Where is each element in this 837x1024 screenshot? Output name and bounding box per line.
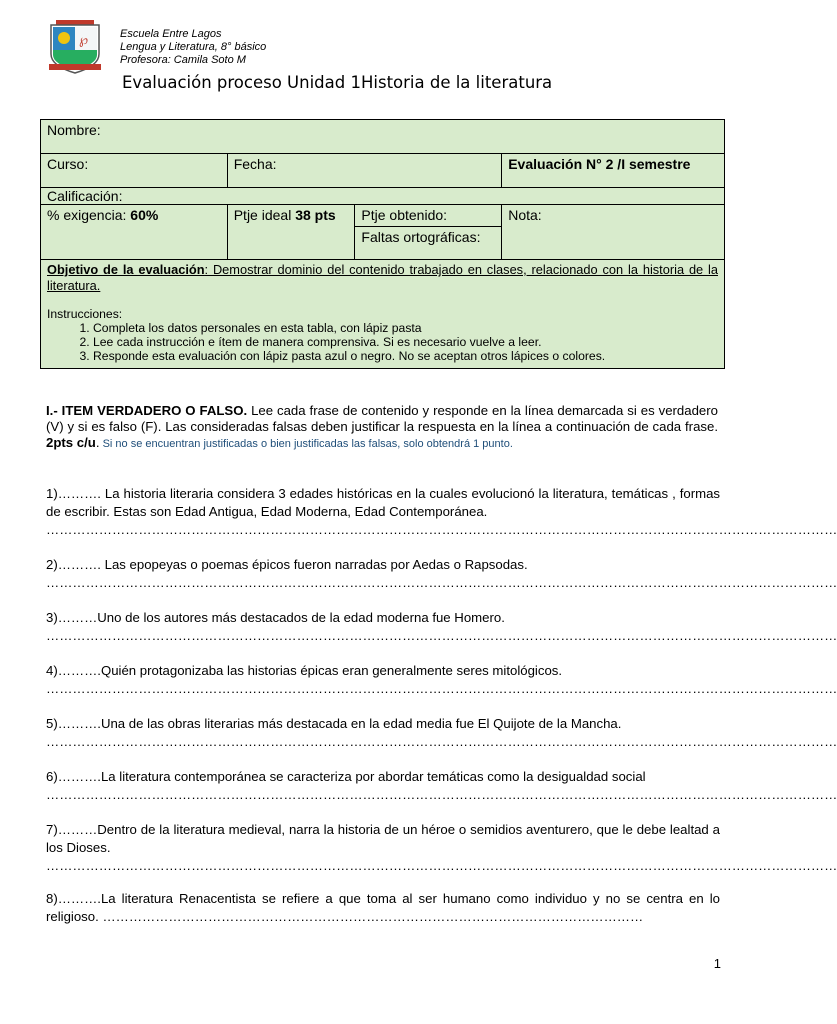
curso-field[interactable]: Curso: <box>41 154 228 188</box>
question-6: 6)……….La literatura contemporánea se caracteriza por abordar temáticas como la desigualdad social ……………………………………………………………………………………………………………………………………………………………… <box>46 769 837 802</box>
scoring-note: Si no se encuentran justificadas o bien justificadas las falsas, solo obtendrá 1 punto. <box>99 438 513 450</box>
question-8: 8)……….La literatura Renacentista se refiere a que toma al ser humano como individuo y no se centra en lo religioso. …………………………………………………………………………………………………………… <box>46 891 720 924</box>
calificacion-field[interactable]: Calificación: <box>41 188 725 205</box>
objective-block <box>41 260 725 369</box>
objective-text: : Demostrar dominio del contenido trabajado en clases, relacionado con la historia de la literatura. <box>47 262 718 293</box>
answer-line[interactable]: ……………………………………………………………………………………………………………………………………………………………… <box>46 628 837 643</box>
question-3: 3)………Uno de los autores más destacados de la edad moderna fue Homero. ……………………………………………………………………………………………………………………………………………………………… <box>46 610 837 643</box>
ptje-ideal-cell: Ptje ideal 38 pts <box>227 205 355 260</box>
page-title: Evaluación proceso Unidad 1Historia de la literatura <box>122 73 553 92</box>
question-7: 7)………Dentro de la literatura medieval, narra la historia de un héroe o semidios aventurero, que le debe lealtad a los Dioses. ……………………………………………………………………………………………………………………………………………………………… <box>46 822 837 873</box>
question-4: 4)……….Quién protagonizaba las historias épicas eran generalmente seres mitológicos. ……………………………………………………………………………………………………………………………………………………………… <box>46 663 837 696</box>
faltas-field[interactable]: Faltas ortográficas: <box>355 227 502 260</box>
question-1: 1)………. La historia literaria considera 3 edades históricas en la cuales evolucionó la literatura, temáticas , formas de escribir. Estas son Edad Antigua, Edad Moderna, Edad Contemporánea. ……………………………………………………………………………………………………………………………………………………………… <box>46 486 837 537</box>
instruction-item: 2. Lee cada instrucción e ítem de manera comprensiva. Si es necesario vuelve a leer. <box>93 335 718 349</box>
section-true-false-instructions: I.- ITEM VERDADERO O FALSO. Lee cada frase de contenido y responde en la línea demarcada si es verdadero (V) y si es falso (F). Las consideradas falsas deben justificar la respuesta en la línea a continuación de cada frase. 2pts c/u. Si no se encuentran justificadas o bien justificadas las falsas, solo obtendrá 1 punto. <box>46 403 718 450</box>
subject-line: Lengua y Literatura, 8° básico <box>120 41 267 53</box>
nota-field[interactable]: Nota: <box>502 205 725 260</box>
page-number: 1 <box>713 956 721 971</box>
answer-line[interactable]: ……………………………………………………………………………………………………………………………………………………………… <box>46 858 837 873</box>
teacher-line: Profesora: Camila Soto M <box>120 54 246 66</box>
instruction-item: 3. Responde esta evaluación con lápiz pasta azul o negro. No se aceptan otros lápices o colores. <box>93 349 718 363</box>
answer-line[interactable]: ……………………………………………………………………………………………………………………………………………………………… <box>46 787 837 802</box>
section-heading: I.- ITEM VERDADERO O FALSO. <box>46 403 248 418</box>
svg-text:℘: ℘ <box>79 33 89 48</box>
fecha-field[interactable]: Fecha: <box>227 154 502 188</box>
instructions: Instrucciones: 1. Completa los datos personales en esta tabla, con lápiz pasta 2. Lee cada instrucción e ítem de manera comprensiva. Si es necesario vuelve a leer. 3. Responde esta evaluación con lápiz pasta azul o negro. No se aceptan otros lápices o colores. <box>47 307 718 363</box>
school-name: Escuela Entre Lagos <box>120 28 222 40</box>
school-crest-logo <box>46 20 104 74</box>
question-2: 2)………. Las epopeyas o poemas épicos fueron narradas por Aedas o Rapsodas. ……………………………………………………………………………………………………………………………………………………………… <box>46 557 837 590</box>
exigencia-cell: % exigencia: 60% <box>41 205 228 260</box>
instruction-item: 1. Completa los datos personales en esta tabla, con lápiz pasta <box>93 321 718 335</box>
question-5: 5)……….Una de las obras literarias más destacada en la edad media fue El Quijote de la Mancha. ……………………………………………………………………………………………………………………………………………………………… <box>46 716 837 749</box>
objective-label: Objetivo de la evaluación <box>47 262 205 277</box>
student-info-table <box>40 119 725 369</box>
answer-line[interactable]: ……………………………………………………………………………………………………………………………………………………………… <box>46 681 837 696</box>
answer-line[interactable]: ……………………………………………………………………………………………………………………………………………………………… <box>46 734 837 749</box>
school-info <box>120 28 266 67</box>
ptje-obtenido-field[interactable]: Ptje obtenido: <box>355 205 502 227</box>
evaluacion-label: Evaluación N° 2 /I semestre <box>502 154 725 188</box>
answer-line[interactable]: ……………………………………………………………………………………………………………………………………………………………… <box>46 522 837 537</box>
answer-line[interactable]: ……………………………………………………………………………………………………………………………………………………………… <box>46 575 837 590</box>
nombre-field[interactable]: Nombre: <box>41 120 725 154</box>
